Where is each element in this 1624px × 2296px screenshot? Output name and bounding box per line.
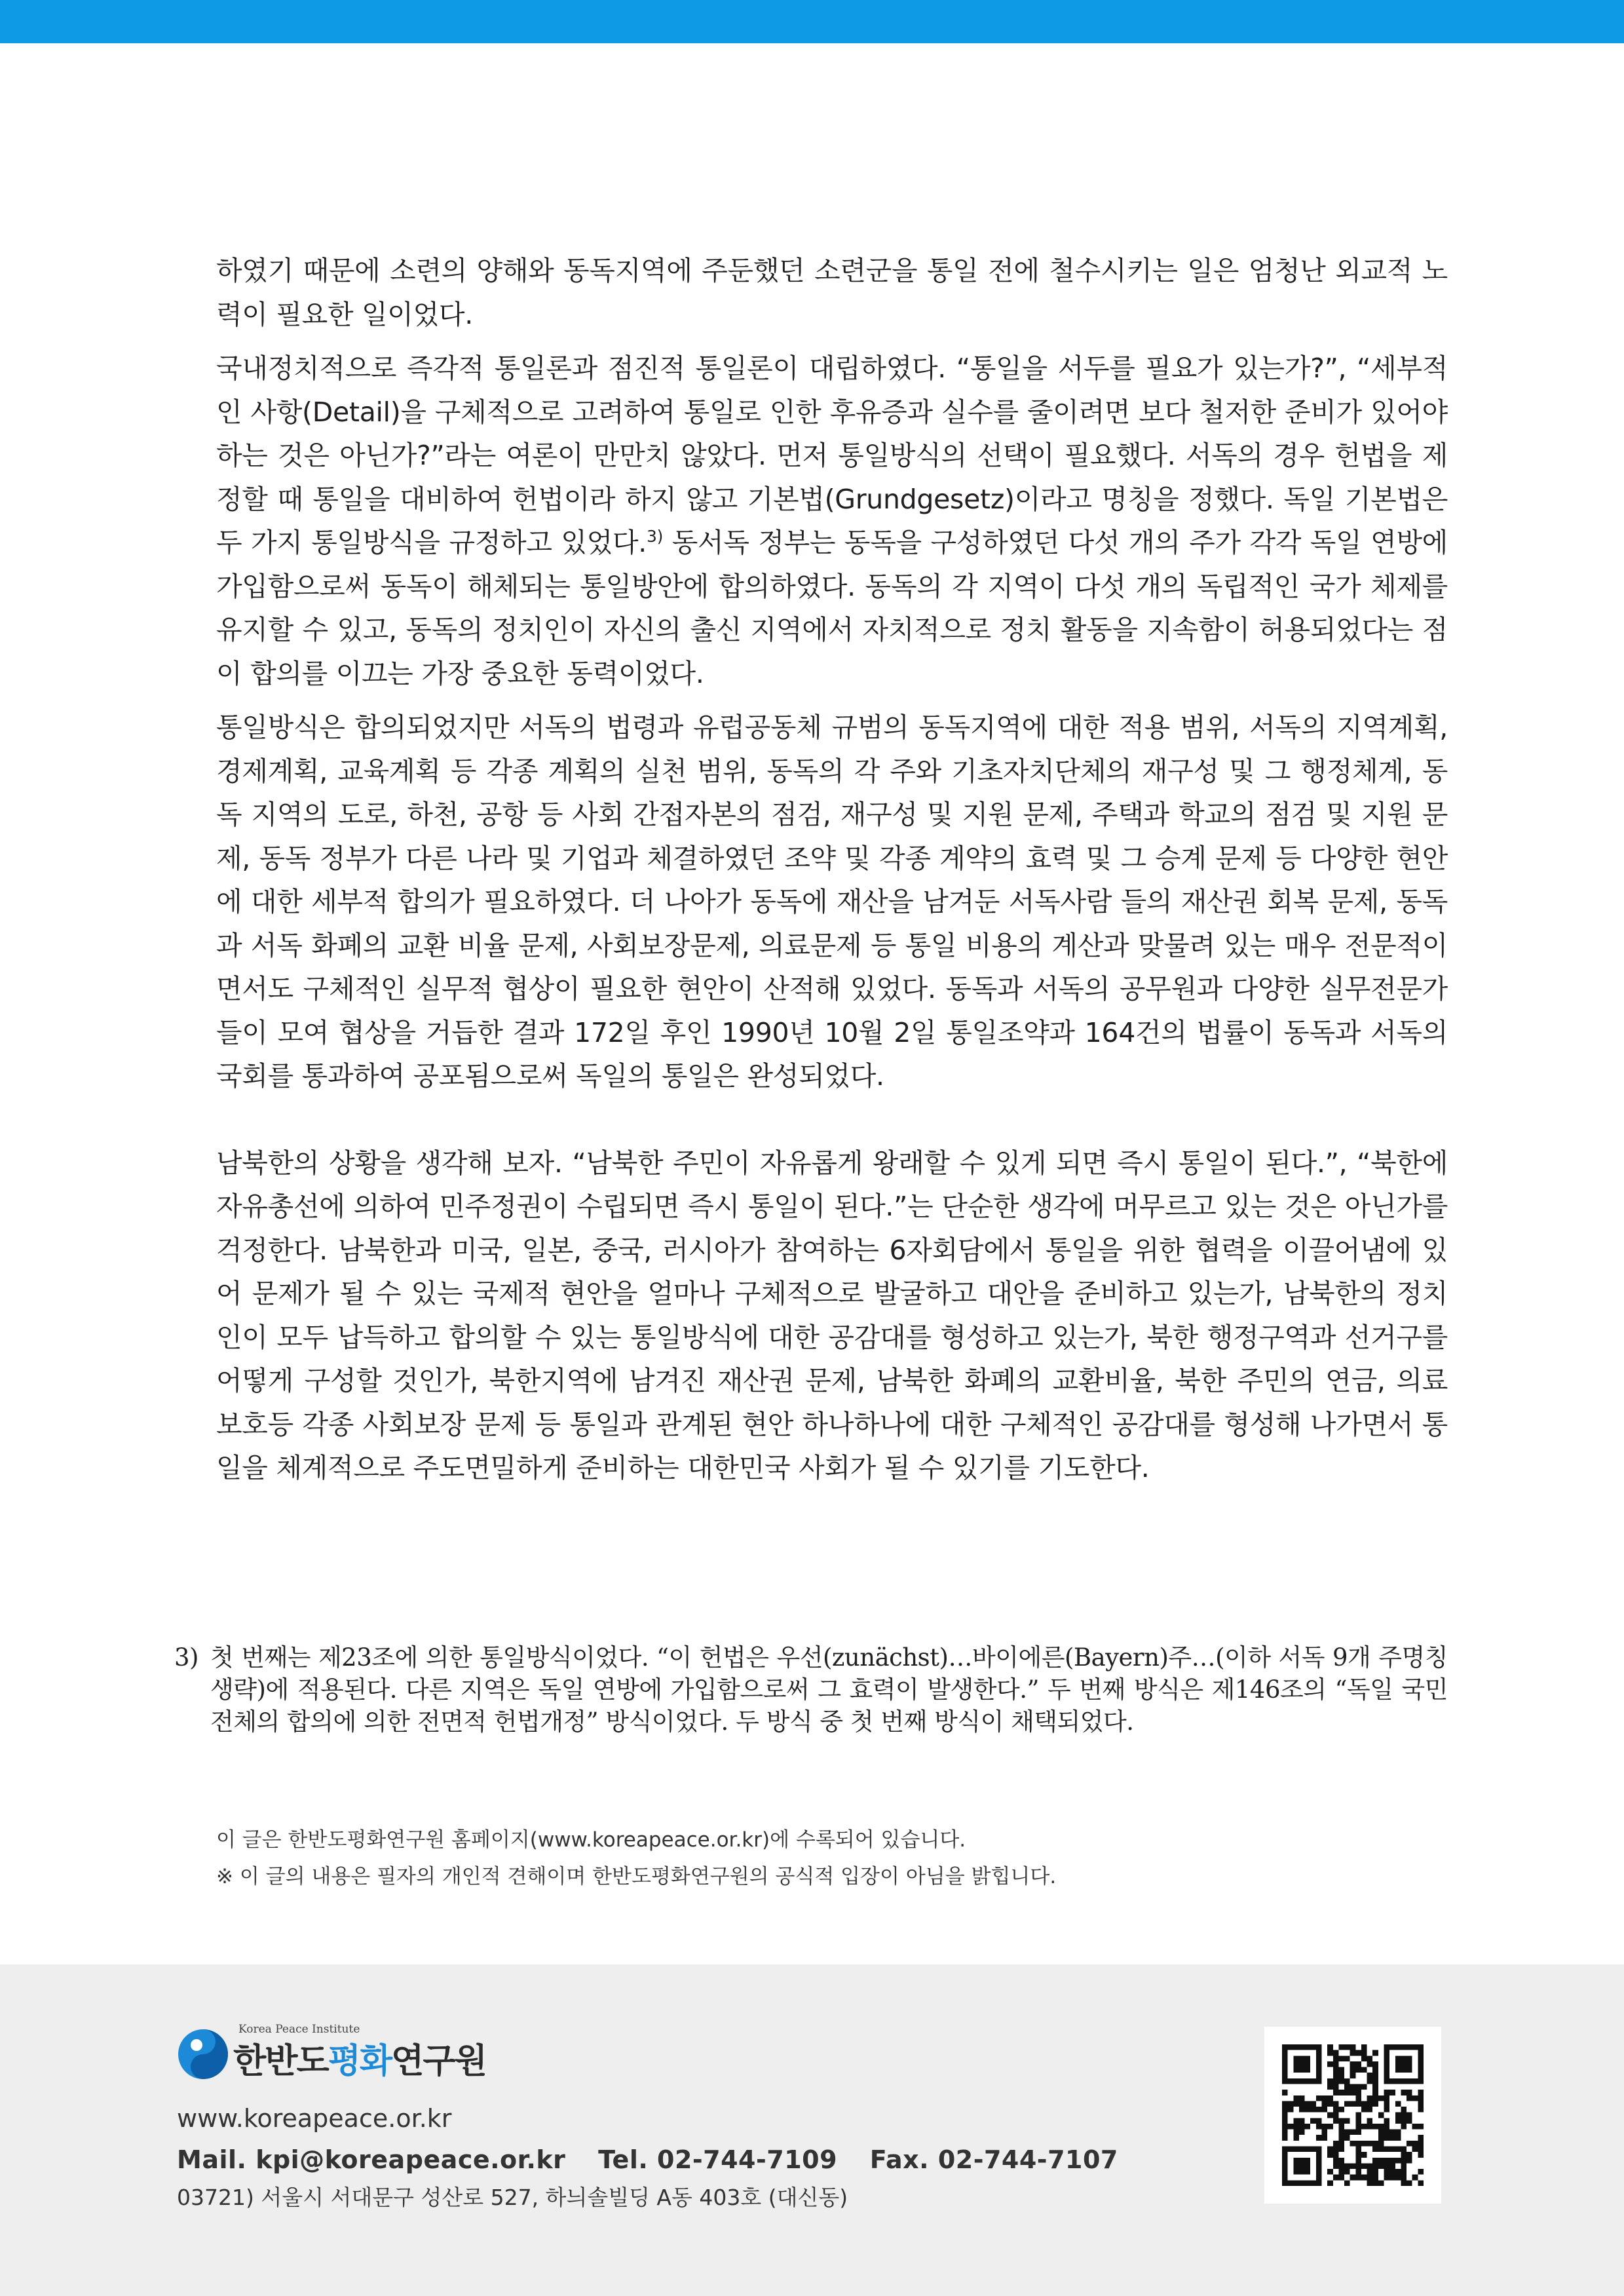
website-link[interactable]: www.koreapeace.or.kr (177, 2104, 452, 2133)
body-paragraph-4: 남북한의 상황을 생각해 보자. “남북한 주민이 자유롭게 왕래할 수 있게 되면 즉시 통일이 된다.”, “북한에 자유총선에 의하여 민주정권이 수립되면 즉시 통일이 된다.”는 단순한 생각에 머무르고 있는 것은 아닌가를 걱정한다. 남북한과 미국, 일본, 중국, 러시아가 참여하는 6자회담에서 통일을 위한 협력을 이끌어냄에 있어 문제가 될 수 있는 국제적 현안을 얼마나 구체적으로 발굴하고 대안을 준비하고 있는가, 남북한의 정치인이 모두 납득하고 합의할 수 있는 통일방식에 대한 공감대를 형성하고 있는가, 북한 행정구역과 선거구를 어떻게 구성할 것인가, 북한지역에 남겨진 재산권 문제, 남북한 화폐의 교환비율, 북한 주민의 연금, 의료 보호등 각종 사회보장 문제 등 통일과 관계된 현안 하나하나에 대한 구체적인 공감대를 형성해 나가면서 통일을 체계적으로 주도면밀하게 준비하는 대한민국 사회가 될 수 있기를 기도한다. (216, 1147, 1448, 1483)
mail-label: Mail. (177, 2145, 247, 2174)
logo-english-name: Korea Peace Institute (238, 2023, 360, 2036)
qr-code-graphic (1282, 2044, 1424, 2186)
footer (0, 1964, 1624, 2296)
body-paragraph-2-text-cont: 동서독 정부는 동독을 구성하였던 다섯 개의 주가 각각 독일 연방에 가입함으로써 동독이 해체되는 통일방안에 합의하였다. 동독의 각 지역이 다섯 개의 독립적인 국가 체제를 유지할 수 있고, 동독의 정치인이 자신의 출신 지역에서 자치적으로 정치 활동을 지속함이 허용되었다는 점이 합의를 이끄는 가장 중요한 동력이었다. (216, 527, 1448, 689)
body-paragraph-2 (216, 347, 1448, 695)
logo-mark-icon (177, 2028, 229, 2080)
kpi-logo[interactable] (177, 2020, 544, 2092)
body-paragraph-2-text: 국내정치적으로 즉각적 통일론과 점진적 통일론이 대립하였다. “통일을 서두를 필요가 있는가?”, “세부적인 사항(Detail)을 구체적으로 고려하여 통일로 인한 후유증과 실수를 줄이려면 보다 철저한 준비가 있어야 하는 것은 아닌가?”라는 여론이 만만치 않았다. 먼저 통일방식의 선택이 필요했다. 서독의 경우 헌법을 제정할 때 통일을 대비하여 헌법이라 하지 않고 기본법(Grundgesetz)이라고 명칭을 정했다. 독일 기본법은 두 가지 통일방식을 규정하고 있었다. (216, 353, 1448, 558)
logo-korean-name (233, 2040, 486, 2083)
postal-address: 03721) 서울시 서대문구 성산로 527, 하늬솔빌딩 A동 403호 (대신동) (177, 2185, 848, 2210)
top-accent-bar (0, 0, 1624, 43)
body-paragraph-3: 통일방식은 합의되었지만 서독의 법령과 유럽공동체 규범의 동독지역에 대한 적용 범위, 서독의 지역계획, 경제계획, 교육계획 등 각종 계획의 실천 범위, 동독의 각 주와 기초자치단체의 재구성 및 그 행정체계, 동독 지역의 도로, 하천, 공항 등 사회 간접자본의 점검, 재구성 및 지원 문제, 주택과 학교의 점검 및 지원 문제, 동독 정부가 다른 나라 및 기업과 체결하였던 조약 및 각종 계약의 효력 및 그 승계 문제 등 다양한 현안에 대한 세부적 합의가 필요하였다. 더 나아가 동독에 재산을 남겨둔 서독사람 들의 재산권 회복 문제, 동독과 서독 화폐의 교환 비율 문제, 사회보장문제, 의료문제 등 통일 비용의 계산과 맞물려 있는 매우 전문적이면서도 구체적인 실무적 협상이 필요한 현안이 산적해 있었다. 동독과 서독의 공무원과 다양한 실무전문가들이 모여 협상을 거듭한 결과 172일 후인 1990년 10월 2일 통일조약과 164건의 법률이 동독과 서독의 국회를 통과하여 공포됨으로써 독일의 통일은 완성되었다. (216, 712, 1448, 1092)
logo-korean-part-1: 한반도 (233, 2042, 328, 2081)
body-paragraph-1: 하였기 때문에 소련의 양해와 동독지역에 주둔했던 소련군을 통일 전에 철수시키는 일은 엄청난 외교적 노력이 필요한 일이었다. (216, 255, 1448, 330)
disclaimer-note: ※ 이 글의 내용은 필자의 개인적 견해이며 한반도평화연구원의 공식적 입장이 아님을 밝힙니다. (216, 1865, 1057, 1888)
tel-label: Tel. (598, 2145, 649, 2174)
footnote-3 (174, 1641, 1448, 1738)
publication-notes (216, 1822, 1056, 1895)
footer-contact-block (177, 2099, 1118, 2214)
mail-link[interactable]: kpi@koreapeace.or.kr (255, 2145, 566, 2174)
fax-number: 02-744-7107 (937, 2145, 1118, 2174)
qr-code-icon[interactable] (1264, 2027, 1441, 2204)
fax-label: Fax. (869, 2145, 930, 2174)
logo-korean-part-3: 연구원 (391, 2042, 486, 2081)
logo-korean-part-2: 평화 (328, 2042, 392, 2081)
article-body (216, 249, 1448, 1490)
footnote-text: 첫 번째는 제23조에 의한 통일방식이었다. “이 헌법은 우선(zunächst)…바이에른(Bayern)주…(이하 서독 9개 주명칭 생략)에 적용된다. 다른 지역은 독일 연방에 가입함으로써 그 효력이 발생한다.” 두 번째 방식은 제146조의 “독일 국민 전체의 합의에 의한 전면적 헌법개정” 방식이었다. 두 방식 중 첫 번째 방식이 채택되었다. (210, 1643, 1448, 1736)
source-note: 이 글은 한반도평화연구원 홈페이지(www.koreapeace.or.kr)에 수록되어 있습니다. (216, 1828, 966, 1852)
contact-line (177, 2138, 1118, 2181)
footnote-number: 3) (174, 1643, 198, 1672)
tel-number: 02-744-7109 (657, 2145, 838, 2174)
footnote-reference-3[interactable]: 3) (647, 527, 664, 546)
